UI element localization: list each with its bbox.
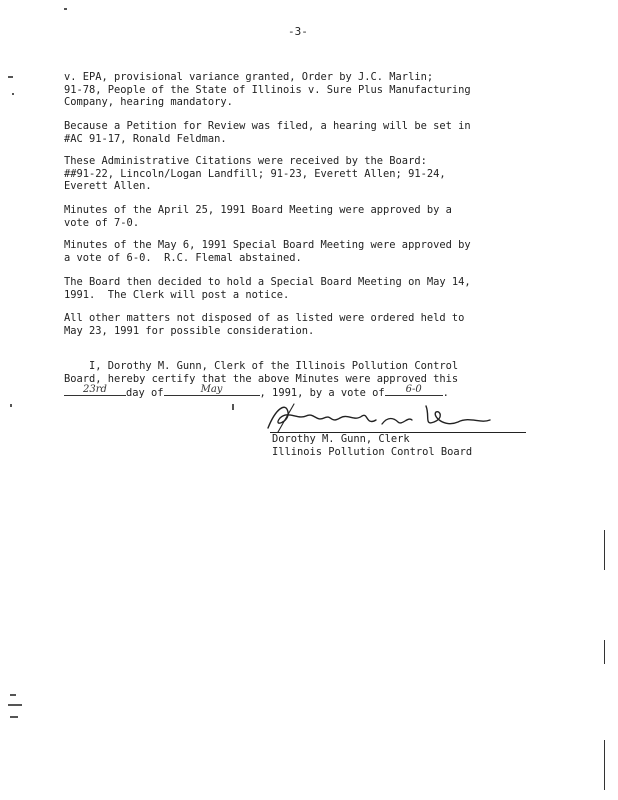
paragraph-variance-orders <box>64 71 544 109</box>
text-line: Minutes of the April 25, 1991 Board Meeting were approved by a <box>64 204 452 216</box>
handwritten-day: 23rd <box>83 383 107 395</box>
text-line: Because a Petition for Review was filed, a hearing will be set in <box>64 120 471 132</box>
scan-speck <box>64 8 67 10</box>
paragraph-administrative-citations <box>64 155 544 193</box>
scan-speck <box>10 694 16 696</box>
text-line: 1991. The Clerk will post a notice. <box>64 288 290 301</box>
text-line: ##91-22, Lincoln/Logan Landfill; 91-23, Everett Allen; 91-24, <box>64 167 446 180</box>
scan-speck <box>8 76 13 78</box>
handwritten-month: May <box>200 383 223 395</box>
line-end-period: . <box>442 387 449 400</box>
signer-name: Dorothy M. Gunn, Clerk <box>272 433 410 445</box>
day-blank <box>64 385 126 396</box>
paragraph-april-minutes <box>64 204 544 229</box>
text-line: Everett Allen. <box>64 180 152 193</box>
day-of-label: day of <box>126 387 164 400</box>
scan-speck <box>232 404 234 410</box>
page-number: -3- <box>288 25 308 38</box>
scan-speck <box>12 93 14 95</box>
text-line: The Board then decided to hold a Special Board Meeting on May 14, <box>64 276 471 288</box>
text-line: #AC 91-17, Ronald Feldman. <box>64 132 227 145</box>
scan-speck <box>10 716 18 718</box>
text-line: Minutes of the May 6, 1991 Special Board Meeting were approved by <box>64 239 471 251</box>
paragraph-other-matters <box>64 312 544 337</box>
certification-line: Board, hereby certify that the above Minutes were approved this <box>64 372 459 385</box>
scan-margin-line <box>604 530 605 570</box>
text-line: v. EPA, provisional variance granted, Order by J.C. Marlin; <box>64 71 434 83</box>
text-line: May 23, 1991 for possible consideration. <box>64 324 315 337</box>
scan-speck <box>8 704 22 706</box>
signer-organization: Illinois Pollution Control Board <box>272 445 473 458</box>
text-line: vote of 7-0. <box>64 216 140 229</box>
handwritten-vote: 6-0 <box>405 383 422 395</box>
paragraph-petition-for-review <box>64 120 544 145</box>
text-line: These Administrative Citations were received by the Board: <box>64 155 427 167</box>
scan-margin-line <box>604 740 605 790</box>
text-line: a vote of 6-0. R.C. Flemal abstained. <box>64 251 302 264</box>
scan-margin-line <box>604 640 605 664</box>
vote-blank <box>385 385 443 396</box>
clerk-certification <box>64 360 544 400</box>
paragraph-may-minutes <box>64 239 544 264</box>
year-vote-label: , 1991, by a vote of <box>259 387 385 400</box>
text-line: All other matters not disposed of as listed were ordered held to <box>64 312 465 324</box>
month-blank <box>164 385 260 396</box>
scan-speck <box>10 404 12 407</box>
paragraph-special-meeting <box>64 276 544 301</box>
handwritten-signature <box>258 398 498 434</box>
certification-line: I, Dorothy M. Gunn, Clerk of the Illinois Pollution Control <box>64 360 459 372</box>
text-line: 91-78, People of the State of Illinois v. Sure Plus Manufacturing <box>64 83 471 96</box>
text-line: Company, hearing mandatory. <box>64 96 233 109</box>
signature-block <box>272 433 472 458</box>
